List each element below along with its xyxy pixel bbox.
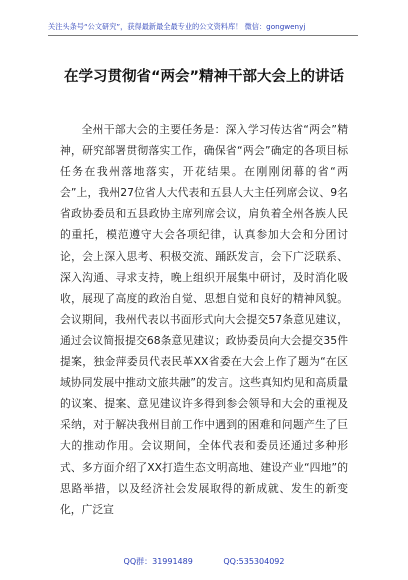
footer-contact: [0, 556, 408, 567]
document-title: 在学习贯彻省“两会”精神干部大会上的讲话: [63, 69, 345, 85]
header-banner: 关注头条号“公文研究”，获得最新最全最专业的公文资料库！ 微信：gongwenyj: [48, 20, 358, 36]
footer-qq: QQ:535304092: [223, 557, 285, 566]
body-paragraph: 全州干部大会的主要任务是：深入学习传达省“两会”精神，研究部署贯彻落实工作，确保省“两会”确定的各项目标任务在我州落地落实，开花结果。在刚刚闭幕的省“两会”上，我州27位省人大代表和五县人大主任列席会议、9名省政协委员和五县政协主席列席会议，肩负着全州各族人民的重托，模范遵守大会各项纪律，认真参加大会和分团讨论，会上深入思考、积极交流、踊跃发言，会下广泛联系、深入沟通、寻求支持，晚上组织开展集中研讨，及时消化吸收，展现了高度的政治自觉、思想自觉和良好的精神风貌。会议期间，我州代表以书面形式向大会提交57条意见建议，通过会议简报提交68条意见建议；政协委员向大会提交35件提案，独金萍委员代表民革XX省委在大会上作了题为“在区域协同发展中推动文旅共融”的发言。这些真知灼见和高质量的议案、提案、意见建议许多得到参会领导和大会的重视及采纳，对于解决我州目前工作中遇到的困难和问题产生了巨大的推动作用。会议期间，全体代表和委员还通过多种形式、多方面介绍了XX打造生态文明高地、建设产业“四地”的思路举措，以及经济社会发展取得的新成就、发生的新变化，广泛宣: [60, 123, 348, 516]
footer-qq-group: QQ群：31991489: [123, 557, 193, 566]
